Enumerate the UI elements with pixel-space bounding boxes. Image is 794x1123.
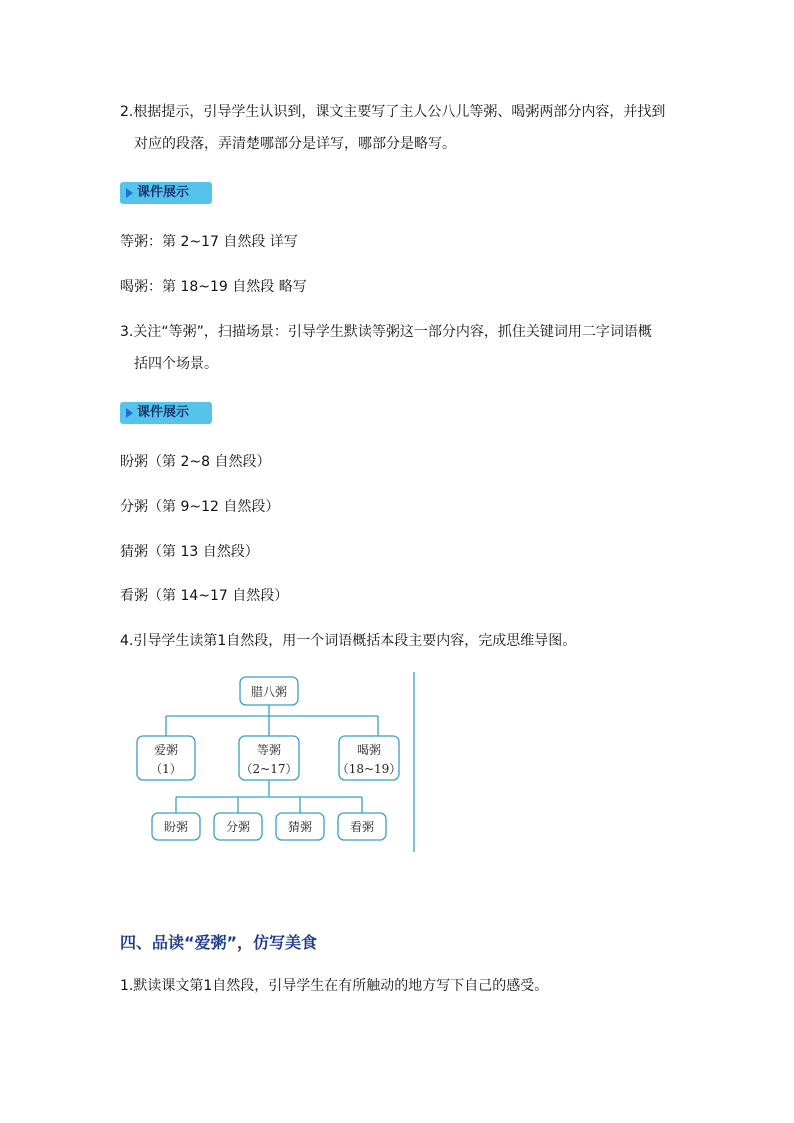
courseware-badge — [120, 402, 212, 424]
mindmap-level1-title: 爱粥 — [153, 743, 179, 757]
mindmap-root-label: 腊八粥 — [250, 685, 288, 699]
mindmap-level2-label: 看粥 — [349, 820, 375, 834]
display-1-line-1: 等粥：第 2~17 自然段 详写 — [120, 234, 298, 250]
item-3-line-2: 括四个场景。 — [134, 356, 218, 372]
play-triangle-icon — [126, 188, 133, 198]
item-1-line-1: 1.默读课文第1自然段，引导学生在有所触动的地方写下自己的感受。 — [120, 978, 549, 994]
mindmap-level1-range: （2~17） — [240, 762, 298, 776]
mindmap-level1-range: （1） — [150, 762, 182, 776]
section-4-heading: 四、品读“爱粥”，仿写美食 — [120, 933, 318, 952]
mindmap-level2-label: 盼粥 — [163, 820, 189, 834]
badge-label: 课件展示 — [137, 185, 190, 200]
item-2-line-2: 对应的段落，弄清楚哪部分是详写，哪部分是略写。 — [134, 136, 456, 152]
display-2-line-3: 猜粥（第 13 自然段） — [120, 544, 259, 560]
display-2-line-4: 看粥（第 14~17 自然段） — [120, 588, 289, 604]
play-triangle-icon — [126, 408, 133, 418]
item-4-line-1: 4.引导学生读第1自然段，用一个词语概括本段主要内容，完成思维导图。 — [120, 633, 577, 649]
mindmap-level1-title: 等粥 — [256, 743, 282, 757]
item-2-line-1: 2.根据提示，引导学生认识到，课文主要写了主人公八儿等粥、喝粥两部分内容，并找到 — [120, 104, 666, 120]
mindmap-level2-label: 猜粥 — [287, 820, 313, 834]
display-2-line-1: 盼粥（第 2~8 自然段） — [120, 454, 271, 470]
mindmap-level1-title: 喝粥 — [356, 743, 382, 757]
display-1-line-2: 喝粥：第 18~19 自然段 略写 — [120, 279, 307, 295]
display-2-line-2: 分粥（第 9~12 自然段） — [120, 499, 280, 515]
courseware-badge — [120, 182, 212, 204]
mindmap-level1-range: （18~19） — [336, 762, 402, 776]
badge-label: 课件展示 — [137, 405, 190, 420]
mind-map — [120, 670, 430, 860]
item-3-line-1: 3.关注“等粥”，扫描场景：引导学生默读等粥这一部分内容，抓住关键词用二字词语概 — [120, 324, 652, 340]
mindmap-level2-label: 分粥 — [225, 820, 251, 834]
